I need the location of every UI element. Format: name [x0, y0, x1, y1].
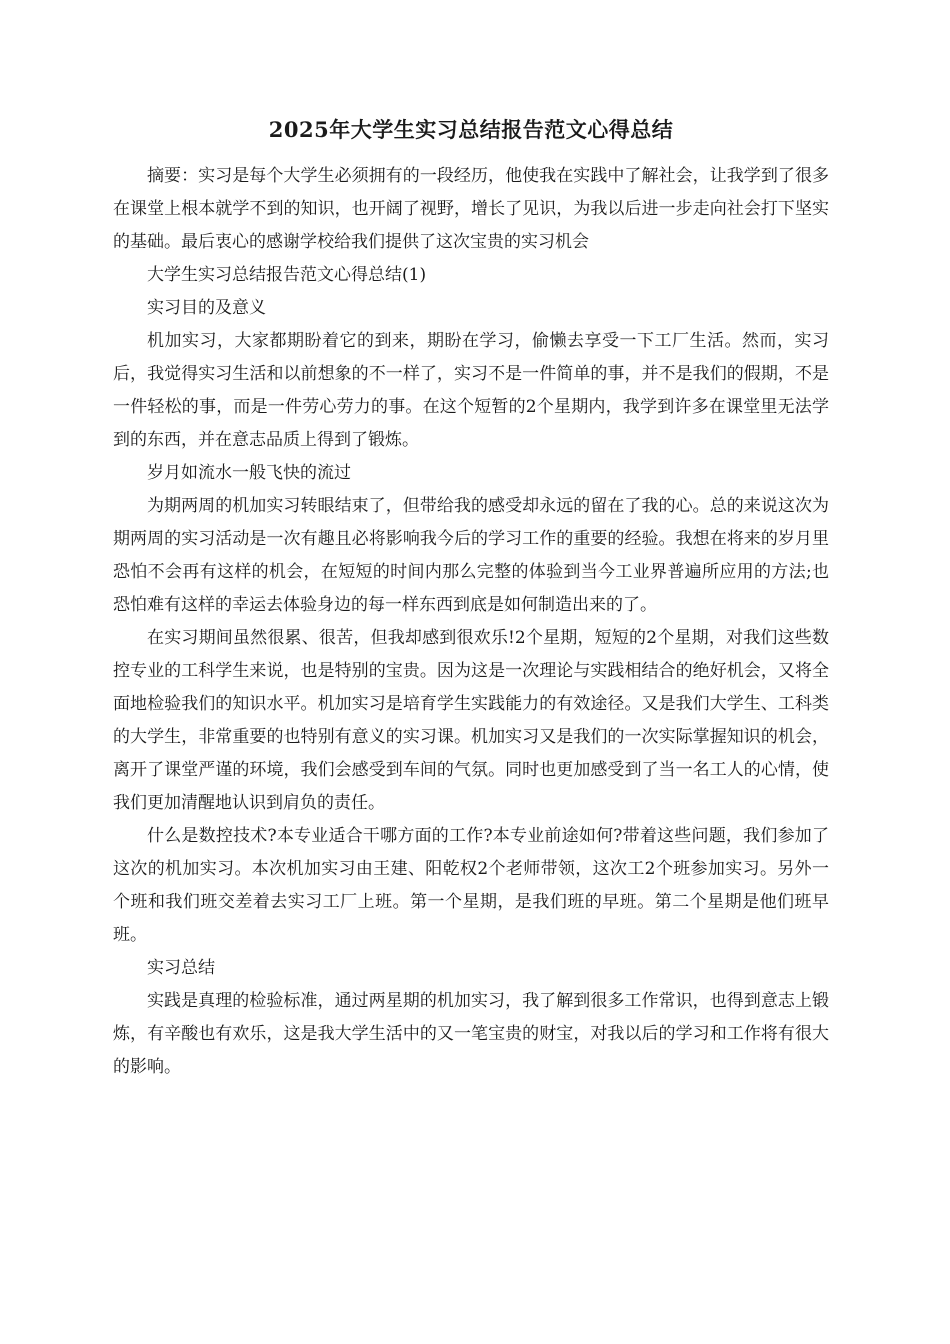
body-paragraph: 实践是真理的检验标准，通过两星期的机加实习，我了解到很多工作常识，也得到意志上锻炼，有辛酸也有欢乐，这是我大学生活中的又一笔宝贵的财宝，对我以后的学习和工作将有很大的影响。 [113, 991, 829, 1077]
body-paragraph: 在实习期间虽然很累、很苦，但我却感到很欢乐!2个星期，短短的2个星期，对我们这些数控专业的工科学生来说，也是特别的宝贵。因为这是一次理论与实践相结合的绝好机会，又将全面地检验我们的知识水平。机加实习是培育学生实践能力的有效途径。又是我们大学生、工科类的大学生，非常重要的也特别有意义的实习课。机加实习又是我们的一次实际掌握知识的机会，离开了课堂严谨的环境，我们会感受到车间的气氛。同时也更加感受到了当一名工人的心情，使我们更加清醒地认识到肩负的责任。 [113, 628, 829, 813]
section-heading-summary: 实习总结 [147, 958, 215, 978]
section-heading-purpose: 实习目的及意义 [147, 298, 266, 318]
section-heading-time: 岁月如流水一般飞快的流过 [147, 463, 351, 483]
body-paragraph: 什么是数控技术?本专业适合干哪方面的工作?本专业前途如何?带着这些问题，我们参加了这次的机加实习。本次机加实习由王建、阳乾权2个老师带领，这次工2个班参加实习。另外一个班和我们班交差着去实习工厂上班。第一个星期，是我们班的早班。第二个星期是他们班早班。 [113, 826, 829, 945]
document-title: 2025年大学生实习总结报告范文心得总结 [268, 117, 674, 142]
section-heading-report-1: 大学生实习总结报告范文心得总结(1) [147, 265, 427, 285]
body-paragraph: 机加实习，大家都期盼着它的到来，期盼在学习，偷懒去享受一下工厂生活。然而，实习后，我觉得实习生活和以前想象的不一样了，实习不是一件简单的事，并不是我们的假期，不是一件轻松的事，而是一件劳心劳力的事。在这个短暂的2个星期内，我学到许多在课堂里无法学到的东西，并在意志品质上得到了锻炼。 [113, 331, 829, 450]
abstract-paragraph: 摘要：实习是每个大学生必须拥有的一段经历，他使我在实践中了解社会，让我学到了很多在课堂上根本就学不到的知识，也开阔了视野，增长了见识，为我以后进一步走向社会打下坚实的基础。最后衷心的感谢学校给我们提供了这次宝贵的实习机会 [113, 166, 829, 252]
document-page [113, 112, 829, 1084]
body-paragraph: 为期两周的机加实习转眼结束了，但带给我的感受却永远的留在了我的心。总的来说这次为期两周的实习活动是一次有趣且必将影响我今后的学习工作的重要的经验。我想在将来的岁月里恐怕不会再有这样的机会，在短短的时间内那么完整的体验到当今工业界普遍所应用的方法;也恐怕难有这样的幸运去体验身边的每一样东西到底是如何制造出来的了。 [113, 496, 829, 615]
